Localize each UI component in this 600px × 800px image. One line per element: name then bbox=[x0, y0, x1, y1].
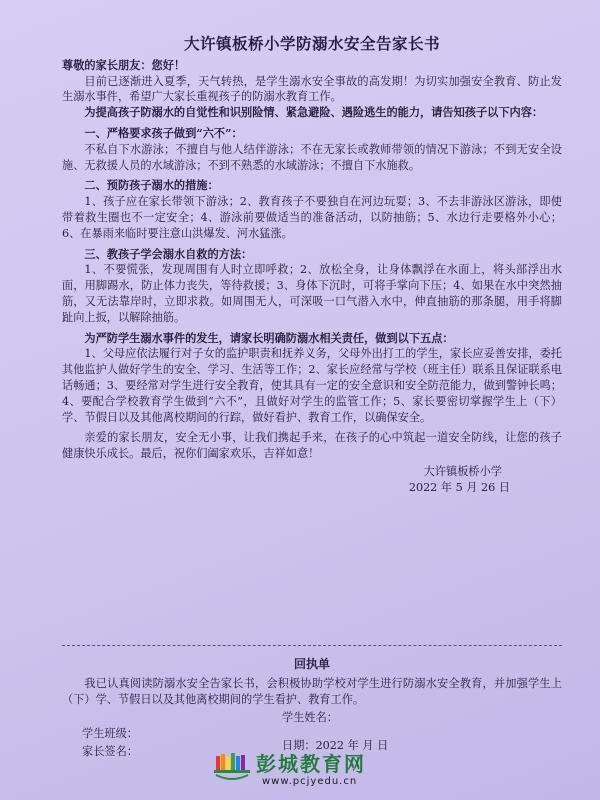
parents-duties-heading: 为严防学生溺水事件的发生，请家长明确防溺水相关责任，做到以下五点： bbox=[84, 330, 454, 345]
section-1-heading: 一、严格要求孩子做到“六不”： bbox=[84, 125, 243, 140]
watermark-url: www.pcjyedu.cn bbox=[262, 776, 358, 787]
parent-signature-label: 家长签名： bbox=[82, 745, 138, 758]
section-2-heading: 二、预防孩子溺水的措施： bbox=[84, 178, 219, 193]
document-title: 大许镇板桥小学防溺水安全告家长书 bbox=[183, 34, 440, 53]
lead-paragraph: 为提高孩子防溺水的自觉性和识别险情、紧急避险、遇险逃生的能力，请告知孩子以下内容： bbox=[84, 105, 544, 120]
parents-duties-body: 1、父母应依法履行对子女的监护职责和抚养义务，父母外出打工的学生，家长应妥善安排，委托其他监护人做好学生的安全、学习、生活等工作；2、家长应经常与学校（班主任）联系且保证联系电话畅通；3、要经常对学生进行安全教育，使其具有一定的安全意识和安全防范能力，做到警钟长鸣；4、要配合学校教育学生做到“六不”，且做好对学生的监管工作；5、家长要密切掌握学生上（下）学、节假日以及其他离校期间的行踪，做好看护、教育工作，以确保安全。 bbox=[62, 347, 562, 424]
student-class-label: 学生班级： bbox=[82, 727, 138, 740]
book-logo-icon bbox=[212, 750, 252, 784]
school-signature: 大许镇板桥小学 bbox=[423, 464, 502, 478]
section-1-body: 不私自下水游泳；不擅自与他人结伴游泳；不在无家长或教师带领的情况下游泳；不到无安全设施、无救援人员的水域游泳；不到不熟悉的水域游泳；不擅自下水施救。 bbox=[62, 142, 562, 172]
receipt-date-label: 日期：2022 年 月 日 bbox=[282, 739, 389, 752]
greeting: 尊敬的家长朋友：您好！ bbox=[62, 57, 186, 72]
section-3-heading: 三、教孩子学会溺水自救的方法： bbox=[84, 246, 253, 261]
document-date: 2022 年 5 月 26 日 bbox=[408, 480, 510, 494]
receipt-slip bbox=[62, 656, 562, 758]
site-watermark bbox=[212, 748, 412, 794]
section-2-body: 1、孩子应在家长带领下游泳；2、教育孩子不要独自在河边玩耍；3、不去非游泳区游泳，即使带着救生圈也不一定安全；4、游泳前要做适当的准备活动，以防抽筋；5、水边行走要格外小心；6、在暴雨来临时要注意山洪爆发、河水猛涨。 bbox=[62, 195, 562, 240]
receipt-title: 回执单 bbox=[293, 657, 330, 671]
intro-paragraph: 目前已逐渐进入夏季，天气转热，是学生溺水安全事故的高发期！为切实加强安全教育、防止发生溺水事件，希望广大家长重视孩子的防溺水教育工作。 bbox=[62, 74, 562, 104]
receipt-body: 我已认真阅读防溺水安全告家长书，会积极协助学校对学生进行防溺水安全教育，并加强学生上（下）学、节假日以及其他离校期间的学生看护、教育工作。 bbox=[62, 677, 562, 706]
cut-line-divider bbox=[62, 645, 562, 646]
student-name-label: 学生姓名： bbox=[282, 711, 338, 724]
section-3-body: 1、不要慌张，发现周围有人时立即呼救；2、放松全身，让身体飘浮在水面上，将头部浮出水面，用脚踢水，防止体力丧失，等待救援；3、身体下沉时，可将手掌向下压；4、如果在水中突然抽筋，又无法靠岸时，立即求救。如周围无人，可深吸一口气潜入水中，伸直抽筋的那条腿，用手将脚趾向上扳，以解除抽筋。 bbox=[62, 263, 562, 324]
notice-letter bbox=[62, 36, 562, 496]
watermark-site-name: 彭城教育网 bbox=[256, 752, 366, 776]
closing-paragraph: 亲爱的家长朋友，安全无小事，让我们携起手来，在孩子的心中筑起一道安全防线，让您的孩子健康快乐成长。最后，祝你们阖家欢乐，吉祥如意！ bbox=[62, 431, 562, 461]
